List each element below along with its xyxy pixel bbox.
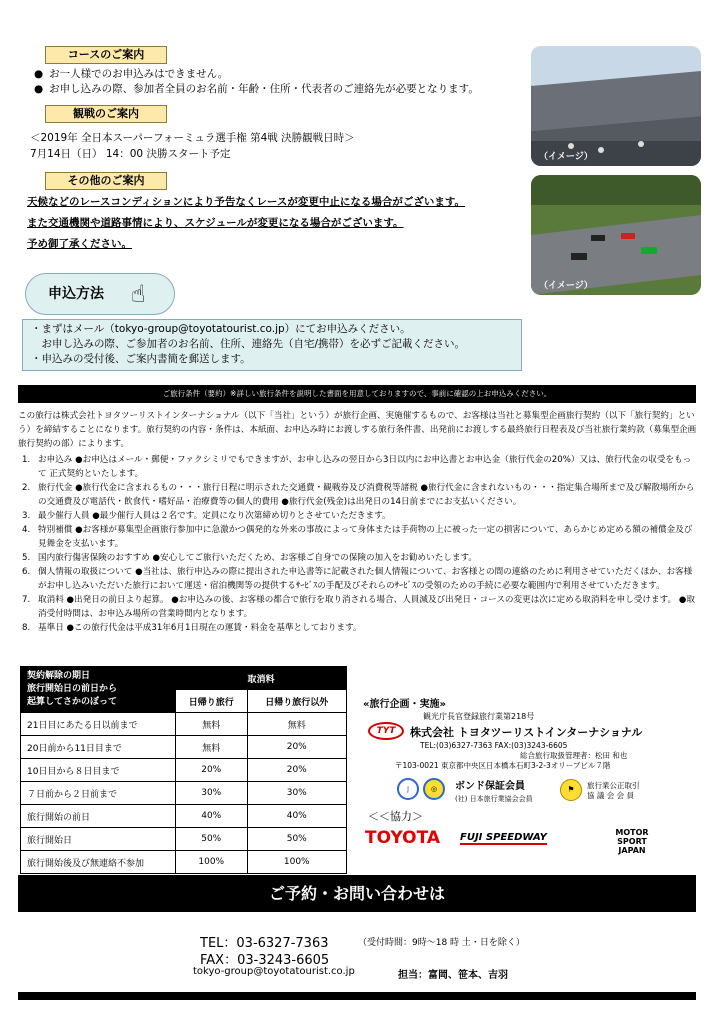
table-row: 旅行開始後及び無連絡不参加 100% 100% xyxy=(21,851,347,874)
course-list xyxy=(34,67,479,97)
conditions-bar: ご旅行条件（要約）※詳しい旅行条件を説明した書面を用意しておりますので、事前に確認の上お申込みください。 xyxy=(18,385,696,403)
bottom-rule xyxy=(18,992,696,1000)
company-name: 株式会社 トヨタツーリストインターナショナル xyxy=(410,726,643,739)
race-photo-image xyxy=(531,175,701,295)
terms-item: 3. 最少催行人員 ●最少催行人員は２名です。定員になり次第締め切りとさせていただきます。 xyxy=(22,511,391,521)
apply-instructions xyxy=(22,319,522,371)
contact-email[interactable]: tokyo-group@toyotatourist.co.jp xyxy=(193,966,355,977)
table-row: 20日前から11日目まで 無料 20% xyxy=(21,736,347,759)
apply-method-badge xyxy=(25,273,175,315)
fair-trade-logo-icon: ⚑ xyxy=(560,779,582,801)
terms-item: 5. 国内旅行傷害保険のおすすめ ●安心してご旅行いただくため、お客様ご自身での保険の加入をお勧めいたします。 xyxy=(22,553,477,563)
company-manager: 総合旅行取扱管理者：松田 和也 xyxy=(520,751,628,760)
watch-event-time: 7月14日（日） 14：00 決勝スタート予定 xyxy=(30,148,231,160)
table-row: 10日目から８日目まで 20% 20% xyxy=(21,759,347,782)
terms-item: 6. 個人情報の取扱について ●当社は、旅行申込みの際に提出された申込書等に記載された個人情報について、お客様との間の連絡のために利用させていただくほか、お客様がお申し込みいただいた旅行において運送・宿泊機関等の提供するｻｰﾋﾞｽの手配及びそれらのｻｰﾋﾞｽの受領のための手続に必要な範囲内で利用させていただきます。 xyxy=(22,567,693,591)
contact-hours: （受付時間：9時～18 時 土・日を除く） xyxy=(358,938,525,948)
course-item: ● お一人様でのお申込みはできません。 xyxy=(34,67,479,82)
watch-event-title: ＜2019年 全日本スーパーフォーミュラ選手権 第4戦 決勝観戦日時＞ xyxy=(30,132,355,144)
race-photo xyxy=(531,175,701,295)
watch-info xyxy=(30,130,355,162)
table-head-other: 日帰り旅行以外 xyxy=(247,690,347,713)
terms-intro: この旅行は株式会社トヨタツーリストインターナショナル（以下「当社」という）が旅行企画、実施催するもので、お客様は当社と募集型企画旅行契約（以下「旅行契約」という）を締結することになります。旅行契約の内容・条件は、本紙面、お申込み時にお渡しする旅行条件書、出発前にお渡しする最終旅行日程表及び当社旅行業約款（募集型企画旅行契約の部）によります。 xyxy=(18,411,697,449)
company-license: 観光庁長官登録旅行業第218号 xyxy=(423,712,535,721)
terms xyxy=(18,409,698,635)
other-note: 天候などのレースコンディションにより予告なくレースが変更中止になる場合がございます。 xyxy=(27,196,466,208)
apply-line: ・申込みの受付後、ご案内書簡を郵送します。 xyxy=(31,353,251,365)
company-label: «旅行企画・実施» xyxy=(363,699,446,710)
pointing-hand-icon: ☝ xyxy=(131,280,146,308)
fuji-speedway-logo: FUJI SPEEDWAY xyxy=(460,832,547,843)
other-note: 予め御了承ください。 xyxy=(27,238,132,250)
terms-item: 4. 特別補償 ●お客様が募集型企画旅行参加中に急激かつ偶発的な外来の事故によって身体または手荷物の上に被った一定の損害について、あらかじめ定める額の補償金及び見舞金を支払います。 xyxy=(22,525,693,549)
company-tel: TEL:(03)6327-7363 FAX:(03)3243-6605 xyxy=(420,741,568,750)
bond-member-sub: (社) 日本旅行業協会会員 xyxy=(455,795,533,803)
watch-heading: 観戦のご案内 xyxy=(45,105,167,123)
cancellation-table xyxy=(20,666,347,874)
stadium-photo xyxy=(531,46,701,166)
fair-trade-member: 旅行業公正取引 協 議 会 会 員 xyxy=(587,781,640,800)
apply-line: お申し込みの際、ご参加者のお名前、住所、連絡先（自宅/携帯）を必ずご記載ください。 xyxy=(31,338,466,350)
course-item: ● お申し込みの際、参加者全員のお名前・年齢・住所・代表者のご連絡先が必要となります。 xyxy=(34,82,479,97)
course-heading: コースのご案内 xyxy=(45,46,167,64)
company-address: 〒103-0021 東京都中央区日本橋本石町3-2-3オリーブビル７階 xyxy=(395,761,611,770)
table-row: 旅行開始の前日 40% 40% xyxy=(21,805,347,828)
other-note: また交通機関や道路事情により、スケジュールが変更になる場合がございます。 xyxy=(27,217,404,229)
table-row: 21日目にあたる日以前まで 無料 無料 xyxy=(21,713,347,736)
stadium-photo-image xyxy=(531,46,701,166)
table-head-period: 契約解除の期日 旅行開始日の前日から 起算してさかのぼって xyxy=(21,667,176,713)
contact-fax: FAX：03-3243-6605 xyxy=(200,953,330,968)
motor-sport-japan-logo: MOTOR SPORT JAPAN xyxy=(615,828,649,855)
table-head-day-trip: 日帰り旅行 xyxy=(176,690,248,713)
tyt-logo-icon: TYT xyxy=(368,722,404,740)
terms-item: 1. お申込み ●お申込はメール・郵便・ファクシミリでもできますが、お申し込みの翌日から3日以内にお申込書とお申込金（旅行代金の20%）又は、旅行代金の収受をもって 正式契約といたします。 xyxy=(22,455,692,479)
apply-line: ・まずはメール（tokyo-group@toyotatourist.co.jp）にてお申込みください。 xyxy=(31,323,411,335)
contact-tel: TEL：03-6327-7363 xyxy=(200,936,329,951)
apply-method-title: 申込方法 xyxy=(48,286,104,302)
contact-staff: 担当：富岡、笹本、吉羽 xyxy=(398,970,508,981)
terms-item: 7. 取消料 ●出発日の前日より起算。 ●お申込みの後、お客様の都合で旅行を取り消される場合、人員減及び出発日・コースの変更は次に定める取消料を申し受けます。 ●取消受付時間は、お申込み場所の営業時間内となります。 xyxy=(22,595,695,619)
bond-member: ボンド保証会員 xyxy=(455,781,525,792)
table-row: ７日前から２日前まで 30% 30% xyxy=(21,782,347,805)
table-head-fee: 取消料 xyxy=(176,667,347,690)
cooperation-label: ＜＜協力＞ xyxy=(368,810,423,823)
other-heading: その他のご案内 xyxy=(45,172,167,190)
photo-caption: （イメージ） xyxy=(539,152,593,162)
terms-item: 8. 基準日 ●この旅行代金は平成31年6月1日現在の運賃・料金を基準としております。 xyxy=(22,623,362,633)
terms-item: 2. 旅行代金 ●旅行代金に含まれるもの・・・旅行日程に明示された交通費・観戦券及び消費税等諸税 ●旅行代金に含まれないもの・・・指定集合場所まで及び解散場所から の交通費及び電話代・飲食代・嗜好品・治療費等の個人的費用 ●旅行代金(残金)は出発日の14日前までにお支払いください。 xyxy=(22,483,695,507)
contact-bar: ご予約・お問い合わせは xyxy=(18,875,696,912)
photo-caption: （イメージ） xyxy=(539,281,593,291)
table-row: 旅行開始日 50% 50% xyxy=(21,828,347,851)
jata-logo-icon: J xyxy=(397,778,419,800)
bond-logo-icon: ◎ xyxy=(423,778,445,800)
toyota-logo: TOYOTA xyxy=(365,828,441,848)
other-notes xyxy=(27,192,465,255)
